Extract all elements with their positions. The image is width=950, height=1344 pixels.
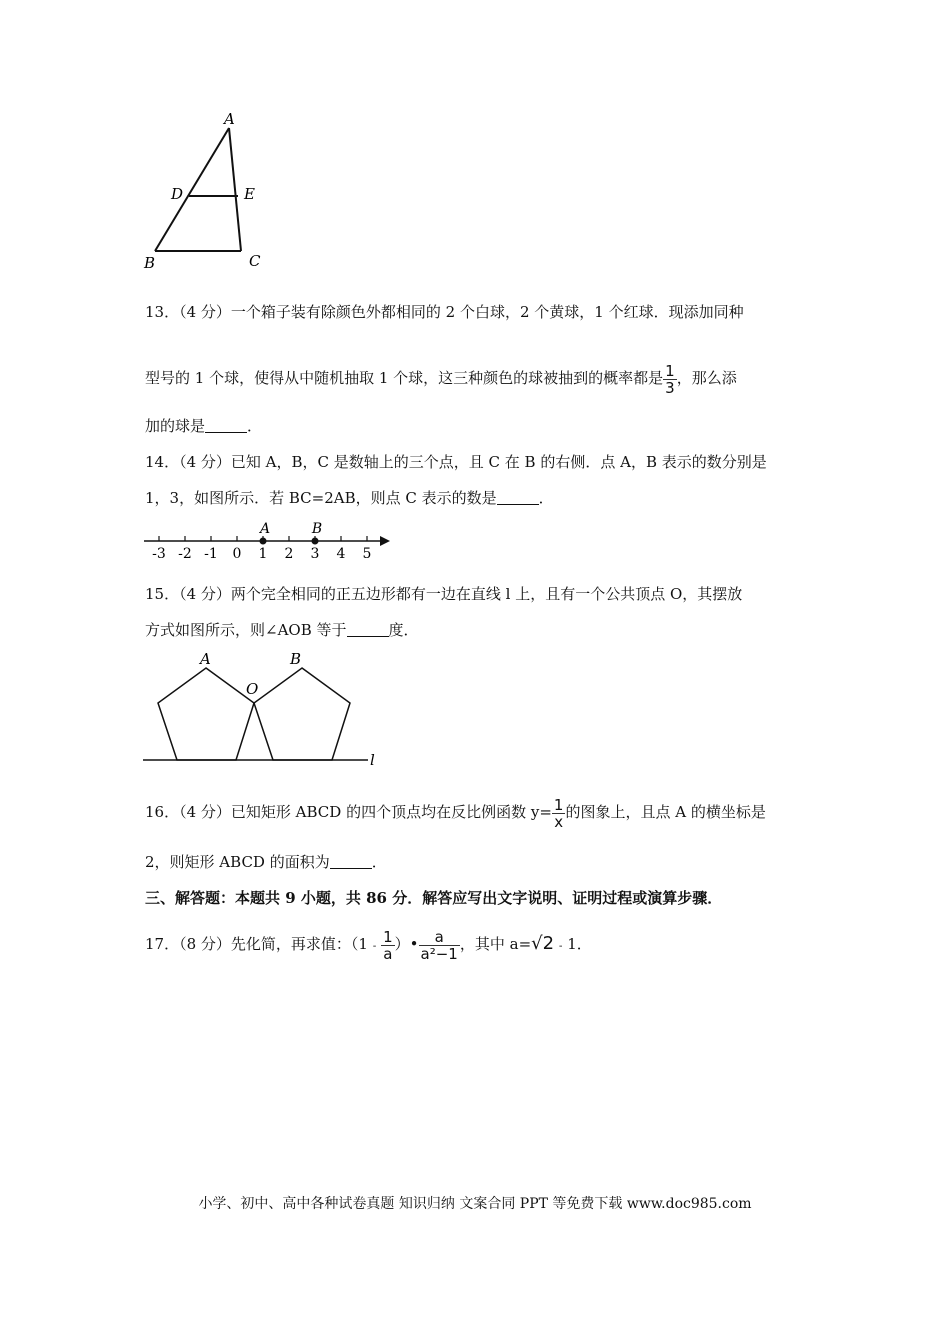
axis-tick-label: 4 [336,546,346,562]
q16-line2: 2，则矩形 ABCD 的面积为 ． [145,853,387,871]
axis-tick-label: 3 [310,546,320,562]
q15-line1: 15．（4 分）两个完全相同的正五边形都有一边在直线 l 上，且有一个公共顶点 O，其摆放 [145,585,743,603]
label-E: E [244,185,255,203]
fraction-one-over-x: $\frac{1}{x}$ [553,795,564,831]
label-B: B [290,650,302,668]
axis-tick-label: 5 [362,546,372,562]
label-O: O [246,680,259,698]
page-footer: 小学、初中、高中各种试卷真题 知识归纳 文案合同 PPT 等免费下载 www.doc985.com [198,1196,752,1212]
answer-blank [497,490,539,505]
q17-line: 17．（8 分）先化简，再求值：（1 - $\frac{1}{a}$ ）• $\frac{a}{\text{a²−1}}$ ，其中 a=√2 - 1． [145,927,592,963]
axis-tick-label: 1 [258,546,268,562]
axis-tick-label: 2 [284,546,294,562]
q14-line2: 1，3，如图所示．若 BC=2AB，则点 C 表示的数是 ． [145,489,554,507]
fraction-a-over-a2-minus-1: $\frac{a}{\text{a²−1}}$ [420,927,458,963]
axis-tick-label: 0 [232,546,242,562]
number-line-figure [140,515,400,565]
q14-line1: 14．（4 分）已知 A，B，C 是数轴上的三个点，且 C 在 B 的右侧．点 A，B 表示的数分别是 [145,453,767,471]
answer-blank [347,622,389,637]
point-B [312,538,319,545]
answer-blank [330,854,372,869]
label-A: A [200,650,211,668]
axis-tick-label: -1 [204,546,218,562]
q13-line3: 加的球是 ． [145,417,263,435]
fraction-one-over-a: $\frac{1}{a}$ [383,927,393,963]
fraction-one-third: $\frac{1}{3}$ [665,361,675,397]
triangle-figure [135,108,275,273]
section3-heading: 三、解答题：本题共 9 小题，共 86 分．解答应写出文字说明、证明过程或演算步骤． [145,889,723,907]
q16-line1: 16．（4 分）已知矩形 ABCD 的四个顶点均在反比例函数 y= $\frac{1}{x}$ 的图象上，且点 A 的横坐标是 [145,795,766,831]
axis-tick-label: -2 [178,546,192,562]
label-C: C [249,252,261,270]
label-l: l [370,751,375,769]
label-D: D [171,185,184,203]
answer-blank [205,418,247,433]
axis-tick-label: -3 [152,546,166,562]
q15-line2: 方式如图所示，则∠AOB 等于 度． [145,621,419,639]
q13-line1: 13．（4 分）一个箱子装有除颜色外都相同的 2 个白球，2 个黄球，1 个红球．现添加同种 [145,303,744,321]
point-A [260,538,267,545]
label-A: A [224,110,235,128]
label-B: B [144,254,156,272]
pentagons-figure [140,648,385,773]
point-label-B: B [311,521,323,537]
point-label-A: A [259,521,271,537]
q13-line2: 型号的 1 个球，使得从中随机抽取 1 个球，这三种颜色的球被抽到的概率都是 $\frac{1}{3}$ ，那么添 [145,361,737,397]
